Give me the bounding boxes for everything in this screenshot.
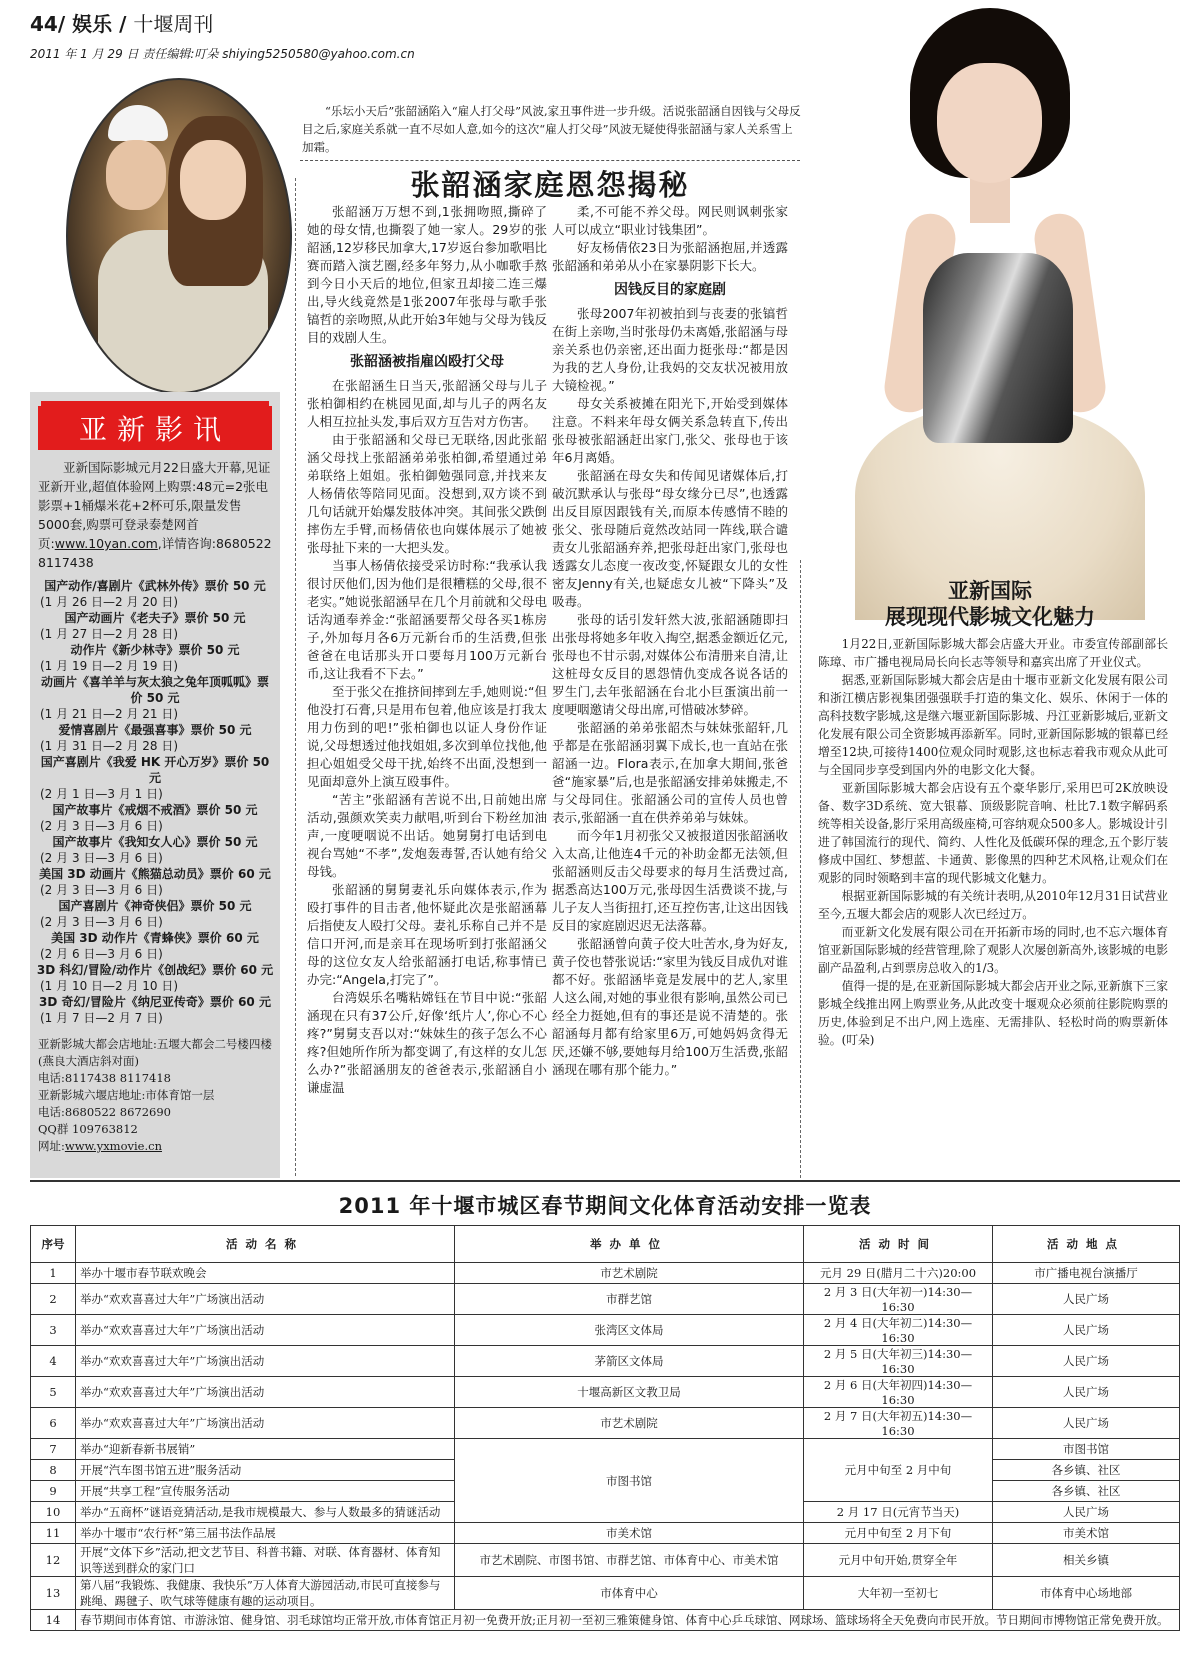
- film-title: 动作片《新少林寺》票价 50 元: [70, 643, 240, 657]
- cell-time: 2 月 7 日(大年初五)14:30—16:30: [804, 1408, 993, 1439]
- film-item: [36, 610, 274, 642]
- cell-place: 人民广场: [993, 1346, 1180, 1377]
- article-paragraph: 张韶涵的弟弟张韶杰与妹妹张韶轩,几乎都是在张韶涵羽翼下成长,也一直站在张韶涵一边。Flora表示,在加拿大期间,张爸爸“施家暴”后,也是张韶涵安排弟妹搬走,不与父母同住。张韶涵公司的宣传人员也曾表示,张韶涵一直在供养弟弟与妹妹。: [552, 720, 788, 825]
- cinema-article-paragraph: 1月22日,亚新国际影城大都会店盛大开业。市委宣传部副部长陈璋、市广播电视局局长向长志等领导和嘉宾出席了开业仪式。: [818, 637, 1168, 669]
- cinema-news-sidebar: [30, 392, 280, 1178]
- cell-place: 人民广场: [993, 1315, 1180, 1346]
- address-line: QQ群 109763812: [38, 1122, 138, 1136]
- website-label: 网址:: [38, 1139, 65, 1153]
- table-row: [31, 1544, 1180, 1577]
- cell-place: 人民广场: [993, 1377, 1180, 1408]
- film-item: [36, 962, 274, 994]
- film-item: [36, 754, 274, 802]
- table-row: [31, 1523, 1180, 1544]
- cell-org: 市体育中心: [455, 1577, 804, 1610]
- film-dates: (1 月 19 日—2 月 19 日): [40, 659, 179, 673]
- film-list: [30, 572, 280, 1026]
- address-line: 亚新影城六堰店地址:市体育馆一层: [38, 1088, 215, 1102]
- cell-time: 元月 29 日(腊月二十六)20:00: [804, 1263, 993, 1284]
- cell-no: 12: [31, 1544, 76, 1577]
- film-item: [36, 898, 274, 930]
- cell-name: 第八届“我锻炼、我健康、我快乐”万人体育大游园活动,市民可直接参与跳绳、踢毽子、吹气球等健康有趣的运动项目。: [76, 1577, 455, 1610]
- article-paragraph: 当事人杨倩依接受采访时称:“我承认我很讨厌他们,因为他们是很糟糕的父母,很不老实。”她说张韶涵早在几个月前就和父母电话沟通奉养金:“张韶涵要帮父母各买1栋房子,外加每月各6万元新台币的生活费,但张爸爸在电话那头开口要每月100万元新台币,这让我看不下去。”: [307, 558, 547, 681]
- cell-no: 8: [31, 1460, 76, 1481]
- cell-place: 各乡镇、社区: [993, 1460, 1180, 1481]
- table-row: [31, 1377, 1180, 1408]
- header-place: 活动地点: [993, 1226, 1180, 1263]
- cell-place: 市美术馆: [993, 1523, 1180, 1544]
- article-paragraph: 张韶涵的舅舅妻礼乐向媒体表示,作为殴打事件的目击者,他怀疑此次是张韶涵幕后指使友人殴打父母。妻礼乐称自己并不是信口开河,而是亲耳在现场听到打张韶涵父母的这位女友人给张韶涵打电话,称事情已办完:“Angela,打完了”。: [307, 882, 547, 987]
- header-no: 序号: [31, 1226, 76, 1263]
- cinema-article-paragraph: 值得一提的是,在亚新国际影城大都会店开业之际,亚新旗下三家影城全线推出网上购票业务,从此改变十堰观众必须前往影院购票的历史,体验到足不出户,网上选座、无需排队、轻松时尚的购票新体验。(叮朵): [818, 979, 1168, 1047]
- article-paragraph: 张韶涵万万想不到,1张拥吻照,撕碎了她的母女情,也撕裂了她一家人。29岁的张韶涵,12岁移民加拿大,17岁返台参加歌唱比赛而踏入演艺圈,经多年努力,从小咖歌手熬到今日小天后的地位,但家丑却接二连三爆出,导火线竟然是1张2007年张母与歌手张镐哲的亲吻照,从此开始3年她与父母为钱反目的戏剧人生。: [307, 204, 547, 345]
- cell-no: 1: [31, 1263, 76, 1284]
- film-dates: (1 月 26 日—2 月 20 日): [40, 595, 179, 609]
- table-row: [31, 1315, 1180, 1346]
- paper-name: 十堰周刊: [133, 12, 214, 36]
- cell-org: 十堰高新区文教卫局: [455, 1377, 804, 1408]
- table-header-row: [31, 1226, 1180, 1263]
- cell-no: 3: [31, 1315, 76, 1346]
- cell-time: 2 月 4 日(大年初二)14:30—16:30: [804, 1315, 993, 1346]
- cell-name: 举办“欢欢喜喜过大年”广场演出活动: [76, 1408, 455, 1439]
- address-line: 亚新影城大都会店地址:五堰大都会二号楼四楼(燕良大酒店斜对面): [38, 1037, 272, 1068]
- date-editor-line: 2011 年 1 月 29 日 责任编辑:叮朵 shiying5250580@yahoo.com.cn: [30, 47, 415, 61]
- website-link[interactable]: www.yxmovie.cn: [64, 1139, 162, 1153]
- film-item: [36, 930, 274, 962]
- website-line: [38, 1138, 272, 1155]
- article-title: 张韶涵家庭恩怨揭秘: [410, 168, 690, 202]
- column-divider: [295, 178, 297, 1176]
- section-name: 娱乐: [72, 12, 113, 36]
- cinema-address-block: [30, 1026, 280, 1155]
- page-number: 44/: [30, 12, 66, 36]
- column-divider: [800, 560, 802, 1178]
- article-paragraph: 张母2007年初被拍到与丧妻的张镐哲在街上亲吻,当时张母仍未离婚,张韶涵与母亲关系也仍亲密,还出面力挺张母:“都是因为我的艺人身份,让我妈的交友状况被用放大镜检视。”: [552, 306, 788, 393]
- cell-org: 市群艺馆: [455, 1284, 804, 1315]
- cell-no: 2: [31, 1284, 76, 1315]
- cell-name: 举办“欢欢喜喜过大年”广场演出活动: [76, 1315, 455, 1346]
- article-column-2: [552, 203, 788, 1163]
- film-dates: (1 月 27 日—2 月 28 日): [40, 627, 179, 641]
- cinema-article-paragraph: 据悉,亚新国际影城大都会店是由十堰市亚新文化发展有限公司和浙江横店影视集团强强联手打造的集文化、娱乐、休闲于一体的高科技数字影城,这是继六堰亚新国际影城、丹江亚新影城后,亚新文化发展有限公司全资影城再添新军。同时,亚新国际影城的银幕已经增至12块,可接待1400位观众同时观影,这也标志着我市观众从此可与全国同步享受到国内外的电影文化大餐。: [818, 673, 1168, 777]
- cell-name: 举办“五商杯”谜语竞猜活动,是我市规模最大、参与人数最多的猜谜活动: [76, 1502, 455, 1523]
- table-row: [31, 1439, 1180, 1460]
- intro-contact: ,详情咨询:8680522 8117438: [38, 536, 272, 570]
- article-paragraph: 至于张父在推挤间摔到左手,她则说:“但他没打石膏,只是用布包着,他应该是打我太用力伤到的吧!”张柏御也以证人身份作证说,父母想透过他找姐姐,多次到单位找他,他担心姐姐受父母干扰,始终不出面,没想到一见面却意外上演互殴事件。: [307, 684, 547, 789]
- film-dates: (1 月 10 日—2 月 10 日): [40, 979, 179, 993]
- cell-name: 举办“欢欢喜喜过大年”广场演出活动: [76, 1284, 455, 1315]
- cell-org: 市艺术剧院: [455, 1263, 804, 1284]
- photo-shape: [106, 140, 166, 210]
- cell-no: 4: [31, 1346, 76, 1377]
- table-row: [31, 1610, 1180, 1631]
- cell-name: 举办“欢欢喜喜过大年”广场演出活动: [76, 1346, 455, 1377]
- article-paragraph: 由于张韶涵和父母已无联络,因此张韶涵父母找上张韶涵弟弟张柏御,希望通过弟弟联络上姐姐。张柏御勉强同意,并找来友人杨倩依等陪同见面。没想到,双方谈不到几句话就开始爆发肢体冲突。其间张父跌倒摔伤左手臂,而杨倩依也向媒体展示了她被张母扯下来的一大把头发。: [307, 432, 547, 555]
- cell-name: 开展“汽车图书馆五进”服务活动: [76, 1460, 455, 1481]
- masthead-separator: /: [119, 12, 127, 36]
- film-item: [36, 642, 274, 674]
- cinema-article-body: [818, 635, 1168, 1180]
- film-title: 美国 3D 动画片《熊猫总动员》票价 60 元: [39, 867, 271, 881]
- photo-shape: [937, 63, 1042, 183]
- cinema-title-line2: 展现现代影城文化魅力: [885, 605, 1095, 629]
- cell-org: 市艺术剧院: [455, 1408, 804, 1439]
- film-title: 国产喜剧片《神奇侠侣》票价 50 元: [58, 899, 252, 913]
- sidebar-banner: 亚新影讯: [38, 406, 272, 450]
- cell-note: 春节期间市体育馆、市游泳馆、健身馆、羽毛球馆均正常开放,市体育馆正月初一免费开放;正月初一至初三雅策健身馆、体育中心乒乓球馆、网球场、篮球场将全天免费向市民开放。节日期间市博物馆正常免费开放。: [76, 1610, 1180, 1631]
- article-paragraph: 好友杨倩依23日为张韶涵抱屈,并透露张韶涵和弟弟从小在家暴阴影下长大。: [552, 240, 788, 273]
- cell-place: 人民广场: [993, 1502, 1180, 1523]
- address-line: 电话:8680522 8672690: [38, 1105, 171, 1119]
- cell-time: 2 月 3 日(大年初一)14:30—16:30: [804, 1284, 993, 1315]
- film-title: 国产动作/喜剧片《武林外传》票价 50 元: [44, 579, 266, 593]
- cell-time: 元月中旬开始,贯穿全年: [804, 1544, 993, 1577]
- cell-place: 各乡镇、社区: [993, 1481, 1180, 1502]
- film-dates: (2 月 3 日—3 月 6 日): [40, 883, 163, 897]
- article-paragraph: 柔,不可能不养父母。网民则讽刺张家人可以成立“职业讨钱集团”。: [552, 204, 788, 237]
- cell-no: 10: [31, 1502, 76, 1523]
- film-item: [36, 674, 274, 722]
- photo-shape: [180, 140, 246, 220]
- intro-website-link[interactable]: www.10yan.com: [54, 536, 158, 551]
- cell-org: 市艺术剧院、市图书馆、市群艺馆、市体育中心、市美术馆: [455, 1544, 804, 1577]
- film-title: 3D 奇幻/冒险片《纳尼亚传奇》票价 60 元: [39, 995, 271, 1009]
- film-item: [36, 802, 274, 834]
- cell-place: 市图书馆: [993, 1439, 1180, 1460]
- cinema-title-line1: 亚新国际: [948, 579, 1032, 603]
- film-title: 美国 3D 动作片《青蜂侠》票价 60 元: [51, 931, 259, 945]
- film-item: [36, 994, 274, 1026]
- film-item: [36, 834, 274, 866]
- cell-no: 11: [31, 1523, 76, 1544]
- film-dates: (1 月 7 日—2 月 7 日): [40, 1011, 163, 1025]
- cell-org: 市美术馆: [455, 1523, 804, 1544]
- film-title: 国产喜剧片《我爱 HK 开心万岁》票价 50 元: [40, 755, 270, 785]
- cinema-article-paragraph: 根据亚新国际影城的有关统计表明,从2010年12月31日试营业至今,五堰大都会店的观影人次已经过万。: [818, 889, 1168, 921]
- film-item: [36, 578, 274, 610]
- cell-place: 人民广场: [993, 1284, 1180, 1315]
- cell-name: 举办十堰市“农行杯”第三届书法作品展: [76, 1523, 455, 1544]
- article-column-1: [307, 203, 547, 1163]
- photo-mother-daughter: [66, 78, 292, 394]
- article-paragraph: 而今年1月初张父又被报道因张韶涵收入太高,让他连4千元的补助金都无法领,但张韶涵则反击父母要求的每月生活费过高,据悉高达100万元,张母因生活费谈不拢,与儿子友人当街扭打,还互控伤害,让这出因钱反目的家庭剧迟迟无法落幕。: [552, 828, 788, 933]
- schedule-table: [30, 1225, 1180, 1631]
- film-dates: (2 月 3 日—3 月 6 日): [40, 851, 163, 865]
- cell-org: 市图书馆: [455, 1439, 804, 1523]
- film-title: 国产故事片《我知女人心》票价 50 元: [52, 835, 258, 849]
- article-paragraph: 在张韶涵生日当天,张韶涵父母与儿子张柏御相约在桃园见面,却与儿子的两名友人相互拉扯头发,事后双方互告对方伤害。: [307, 378, 547, 429]
- film-dates: (2 月 3 日—3 月 6 日): [40, 915, 163, 929]
- cell-place: 人民广场: [993, 1408, 1180, 1439]
- film-title: 爱情喜剧片《最强喜事》票价 50 元: [58, 723, 252, 737]
- article-paragraph: “苦主”张韶涵有苦说不出,日前她出席活动,强颜欢笑卖力献唱,听到台下粉丝加油声,一度哽咽说不出话。她舅舅打电话到电视台骂她“不孝”,发炮轰毒誓,否认她有给父母钱。: [307, 792, 547, 879]
- cell-name: 举办十堰市春节联欢晚会: [76, 1263, 455, 1284]
- film-item: [36, 866, 274, 898]
- cell-name: 开展“共享工程”宣传服务活动: [76, 1481, 455, 1502]
- photo-shape: [923, 253, 1073, 443]
- film-title: 国产故事片《戒烟不戒酒》票价 50 元: [52, 803, 258, 817]
- film-dates: (2 月 3 日—3 月 6 日): [40, 819, 163, 833]
- cell-no: 5: [31, 1377, 76, 1408]
- cell-time: 2 月 5 日(大年初三)14:30—16:30: [804, 1346, 993, 1377]
- article-paragraph: 张韶涵在母女失和传闻见诸媒体后,打破沉默承认与张母“母女缘分已尽”,也透露出反目原因跟钱有关,而原本传感情不睦的张父、张母随后竟然改站同一阵线,联合谴责女儿张韶涵弃养,把张母赶出家门,张母也透露女儿态度一夜改变,怀疑跟女儿的女性密友Jenny有关,也疑虑女儿被“下降头”及吸毒。: [552, 468, 788, 609]
- photo-singer-portrait: [855, 8, 1145, 620]
- film-dates: (1 月 21 日—2 月 21 日): [40, 707, 179, 721]
- cinema-article-paragraph: 亚新国际影城大都会店设有五个豪华影厅,采用巴可2K放映设备、数字3D系统、宽大银幕、顶级影院音响、杜比7.1数字解码系统等相关设备,影厅采用高级座椅,可容纳观众500多人。影城设计引进了韩国流行的现代、简约、人性化及低碳环保的理念,五个影厅装修成中国红、梦想蓝、卡通黄、影像黑的四种艺术风格,让观众们在观影的同时领略到丰富的现代影城文化魅力。: [818, 781, 1168, 885]
- cell-name: 开展“文体下乡”活动,把文艺节目、科普书籍、对联、体育器材、体育知识等送到群众的家门口: [76, 1544, 455, 1577]
- article-subheading: 因钱反目的家庭剧: [614, 282, 726, 298]
- table-row: [31, 1284, 1180, 1315]
- cell-org: 茅箭区文体局: [455, 1346, 804, 1377]
- table-row: [31, 1408, 1180, 1439]
- article-paragraph: 张母的话引发轩然大波,张韶涵随即扫出张母将她多年收入掏空,据悉金额近亿元,张母也不甘示弱,对媒体公布清册来自清,让这桩母女反目的恩怨情仇变成各说各话的罗生门,去年张韶涵在台北小巨蛋演出前一度哽咽邀请父母出席,可惜破冰梦碎。: [552, 612, 788, 717]
- sidebar-intro: [30, 458, 280, 572]
- film-title: 3D 科幻/冒险/动作片《创战纪》票价 60 元: [36, 963, 274, 977]
- cell-time: 元月中旬至 2 月中旬: [804, 1439, 993, 1502]
- cell-time: 2 月 6 日(大年初四)14:30—16:30: [804, 1377, 993, 1408]
- article-paragraph: 张韶涵曾向黄子佼大吐苦水,身为好友,黄子佼也替张说话:“家里为钱反目成仇对谁都不好。张韶涵毕竟是发展中的艺人,家里人这么闹,对她的事业很有影响,虽然公司已经全力挺她,但有的事还是说不清楚的。张韶涵每月都有给家里6万,可她妈妈贪得无厌,还嫌不够,要她每月给100万生活费,张韶涵现在哪有那个能力。”: [552, 936, 788, 1077]
- cell-no: 13: [31, 1577, 76, 1610]
- cell-place: 市广播电视台演播厅: [993, 1263, 1180, 1284]
- cell-no: 9: [31, 1481, 76, 1502]
- cinema-article-title: [805, 578, 1175, 630]
- cell-no: 14: [31, 1610, 76, 1631]
- header-time: 活动时间: [804, 1226, 993, 1263]
- cell-time: 元月中旬至 2 月下旬: [804, 1523, 993, 1544]
- cell-org: 张湾区文体局: [455, 1315, 804, 1346]
- cell-time: 2 月 17 日(元宵节当天): [804, 1502, 993, 1523]
- cell-no: 6: [31, 1408, 76, 1439]
- film-title: 动画片《喜羊羊与灰太狼之兔年顶呱呱》票价 50 元: [40, 675, 269, 705]
- header-name: 活动名称: [76, 1226, 455, 1263]
- article-subheading: 张韶涵被指雇凶殴打父母: [350, 354, 504, 370]
- film-item: [36, 722, 274, 754]
- cell-place: 市体育中心场地部: [993, 1577, 1180, 1610]
- cell-name: 举办“迎新春新书展销”: [76, 1439, 455, 1460]
- cell-time: 大年初一至初七: [804, 1577, 993, 1610]
- article-paragraph: 母女关系被摊在阳光下,开始受到媒体注意。不料来年母女俩关系急转直下,传出张母被张韶涵赶出家门,张父、张母也于该年6月离婚。: [552, 396, 788, 465]
- table-row: [31, 1577, 1180, 1610]
- photo-shape: [108, 105, 168, 141]
- film-title: 国产动画片《老夫子》票价 50 元: [64, 611, 246, 625]
- table-row: [31, 1263, 1180, 1284]
- cinema-article-paragraph: 而亚新文化发展有限公司在开拓新市场的同时,也不忘六堰体育馆亚新国际影城的经营管理,除了观影人次屡创新高外,该影城的电影副产品盈利,占到票房总收入的1/3。: [818, 925, 1168, 975]
- article-title-box: [300, 160, 800, 202]
- cell-no: 7: [31, 1439, 76, 1460]
- article-lead: “乐坛小天后”张韶涵陷入“雇人打父母”风波,家丑事件进一步升级。活说张韶涵自因钱与父母反目之后,家庭关系就一直不尽如人意,如今的这次“雇人打父母”风波无疑使得张韶涵与家人关系雪上加霜。: [302, 104, 801, 154]
- schedule-title: 2011 年十堰市城区春节期间文化体育活动安排一览表: [338, 1194, 872, 1218]
- header-org: 举办单位: [455, 1226, 804, 1263]
- cell-name: 举办“欢欢喜喜过大年”广场演出活动: [76, 1377, 455, 1408]
- cell-place: 相关乡镇: [993, 1544, 1180, 1577]
- address-line: 电话:8117438 8117418: [38, 1071, 171, 1085]
- section-divider: [30, 1180, 1180, 1182]
- film-dates: (2 月 1 日—3 月 1 日): [40, 787, 163, 801]
- film-dates: (2 月 6 日—3 月 6 日): [40, 947, 163, 961]
- article-paragraph: 台湾娱乐名嘴粘嫦钰在节目中说:“张韶涵现在只有37公斤,好像‘纸片人’,你心不心疼?”舅舅支吾以对:“妹妹生的孩子怎么不心疼?但她所作所为都变调了,有这样的女儿怎么办?”张韶涵朋友的爸爸表示,张韶涵自小谦虚温: [307, 990, 547, 1095]
- table-row: [31, 1346, 1180, 1377]
- film-dates: (1 月 31 日—2 月 28 日): [40, 739, 179, 753]
- intro-text: 亚新国际影城元月22日盛大开幕,见证亚新开业,超值体验网上购票:48元=2张电影票+1桶爆米花+2杯可乐,限量发售5000套,购票可登录泰楚网首页:: [38, 460, 271, 551]
